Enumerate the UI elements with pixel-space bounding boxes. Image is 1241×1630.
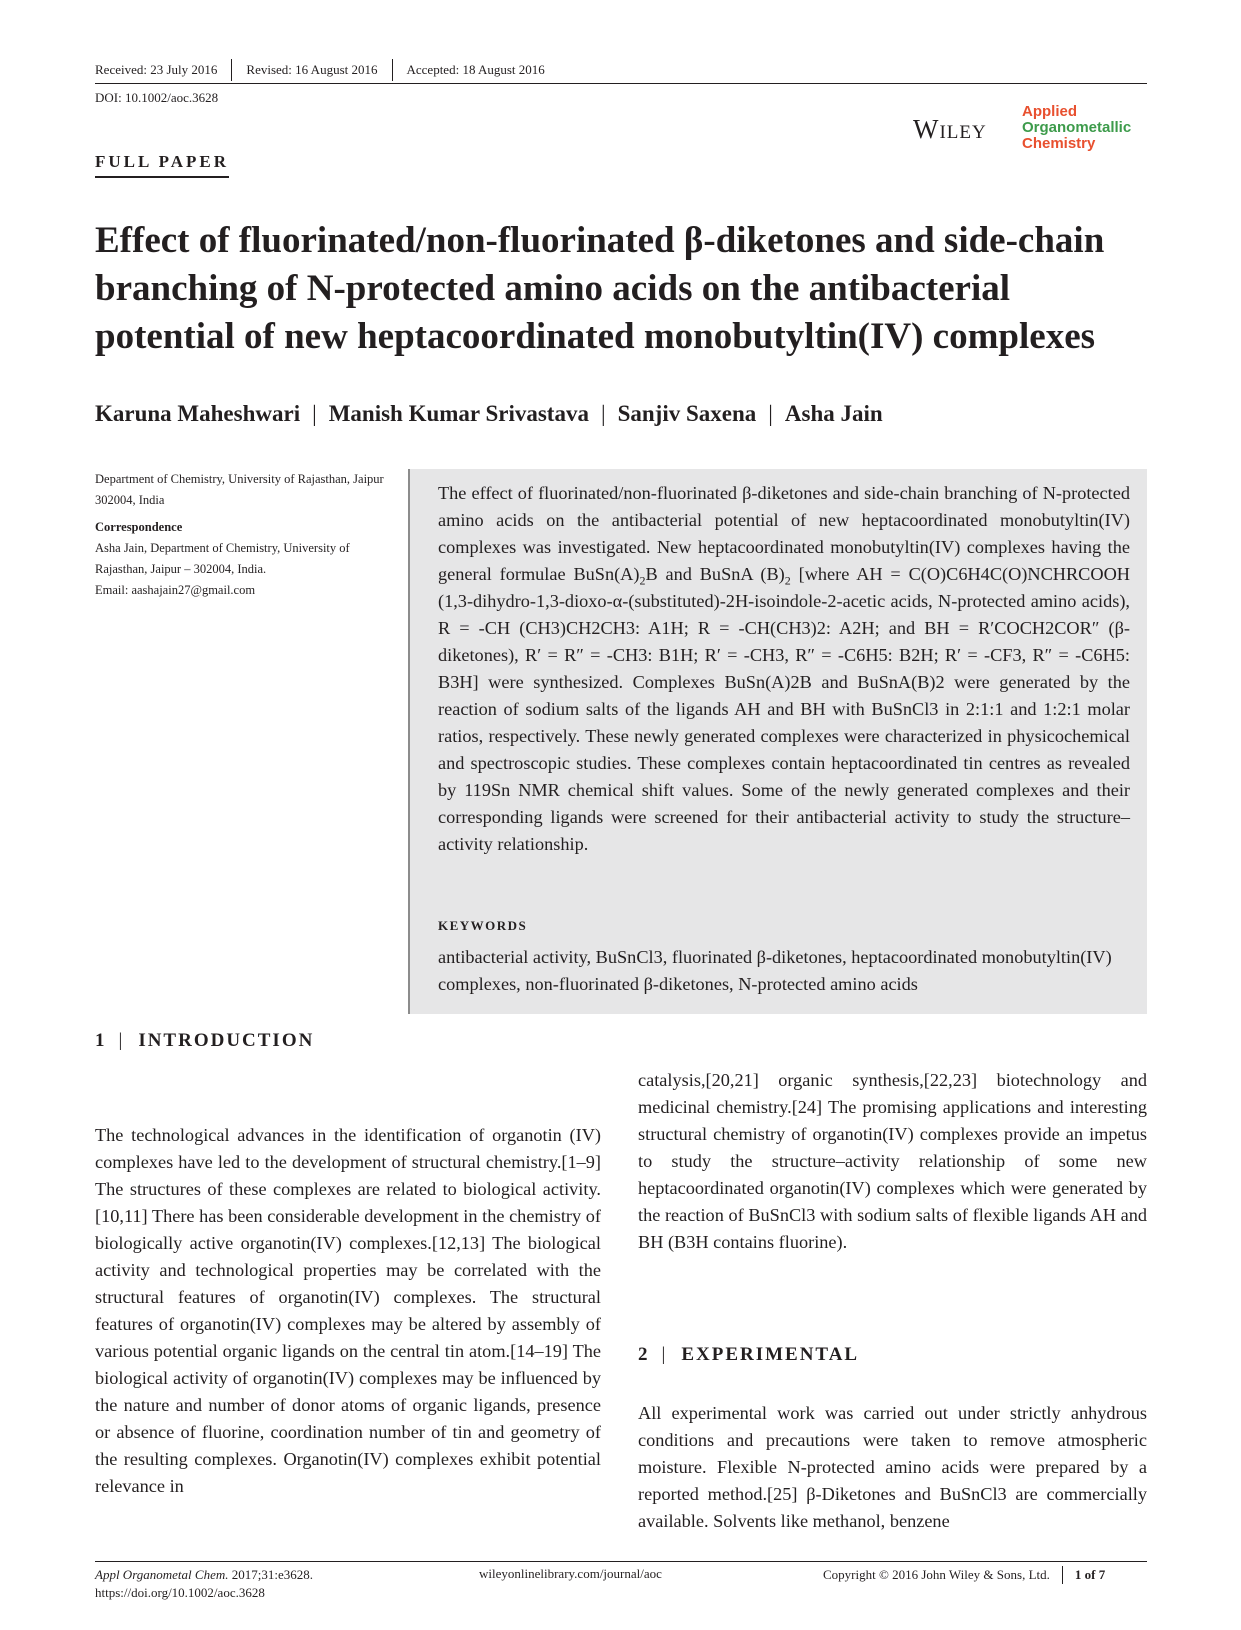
footer-right [823,1566,1105,1584]
journal-url-link[interactable]: wileyonlinelibrary.com/journal/aoc [479,1566,662,1581]
section-number: 2 [638,1344,650,1365]
keywords-text: antibacterial activity, BuSnCl3, fluorinated β-diketones, heptacoordinated monobutyltin(IV) complexes, non-fluorinated β-diketones, N-protected amino acids [438,947,1112,994]
citation-journal: Appl Organometal Chem. [95,1567,229,1582]
copyright: Copyright © 2016 John Wiley & Sons, Ltd. [823,1567,1050,1582]
header-rule [95,83,1147,84]
affiliation-block [95,469,395,601]
correspondence-text: Asha Jain, Department of Chemistry, University of Rajasthan, Jaipur – 302004, India. [95,541,350,576]
author: Asha Jain [784,401,883,426]
author-list [95,401,883,427]
article-dates [95,59,545,81]
section-number: 1 [95,1030,107,1051]
section-heading-experimental [638,1344,859,1366]
abstract-part: The effect of fluorinated/non-fluorinated β-diketones and side-chain branching of N-protected amino acids on the antibacterial potential of new heptacoordinated monobutyltin(IV) complexes was investigated. New heptacoordinated monobutyltin(IV) complexes having the general formulae BuSn(A) [438,483,1130,584]
correspondence-email[interactable]: Email: aashajain27@gmail.com [95,583,256,597]
subscript: 2 [639,573,646,588]
footer-citation [95,1566,313,1602]
divider [231,59,232,81]
citation-volume: 2017;31:e3628. [228,1567,313,1582]
revised-date: Revised: 16 August 2016 [246,62,378,77]
paper-title: Effect of fluorinated/non-fluorinated β-diketones and side-chain branching of N-protected amino acids on the antibacterial potential of new heptacoordinated monobutyltin(IV) complexes [95,220,1105,357]
citation-doi-link[interactable]: https://doi.org/10.1002/aoc.3628 [95,1585,265,1600]
divider [392,59,393,81]
divider [1062,1566,1063,1584]
abstract-part: B and BuSnA (B) [645,564,785,584]
doi: DOI: 10.1002/aoc.3628 [95,90,219,105]
journal-logo-line2: Organometallic [1022,119,1132,136]
received-date: Received: 23 July 2016 [95,62,218,77]
abstract-part: [where AH = C(O)C6H4C(O)NCHRCOOH (1,3-dihydro-1,3-dioxo-α-(substituted)-2H-isoindole-2-acetic acids, N-protected amino acids), R = -CH (CH3)CH2CH3: A1H; R = -CH(CH3)2: A2H; and BH = R′COCH2COR″ (β-diketones), R′ = R″ = -CH3: B1H; R′ = -CH3, R″ = -C6H5: B2H; R′ = -CF3, R″ = -C6H5: B3H] were synthesized. Complexes BuSn(A)2B and BuSnA(B)2 were generated by the reaction of sodium salts of the ligands AH and BH with BuSnCl3 in 2:1:1 and 1:2:1 molar ratios, respectively. These newly generated complexes were characterized in physicochemical and spectroscopic studies. These complexes contain heptacoordinated tin centres as revealed by 119Sn NMR chemical shift values. Some of the newly generated complexes and their corresponding ligands were screened for their antibacterial activity to study the structure–activity relationship. [438,564,1130,854]
correspondence-heading: Correspondence [95,520,183,534]
journal-logo [1022,104,1131,152]
author: Karuna Maheshwari [95,401,301,426]
section-title: INTRODUCTION [138,1030,315,1051]
footer-rule [95,1561,1147,1562]
section-separator: | [661,1344,668,1365]
accepted-date: Accepted: 18 August 2016 [406,62,545,77]
subscript: 2 [784,573,791,588]
journal-logo-line3: Chemistry [1022,135,1096,152]
experimental-text: All experimental work was carried out under strictly anhydrous conditions and precautions were taken to remove atmospheric moisture. Flexible N-protected amino acids were prepared by a reported method.[25] β-Diketones and BuSnCl3 are commercially available. Solvents like methanol, benzene [638,1403,1147,1531]
department: Department of Chemistry, University of Rajasthan, Jaipur 302004, India [95,472,384,507]
author-separator: | [312,401,317,426]
publisher-logo: Wiley [913,114,987,144]
introduction-text: The technological advances in the identification of organotin (IV) complexes have led to the development of structural chemistry.[1–9] The structures of these complexes are related to biological activity.[10,11] There has been considerable development in the chemistry of biologically active organotin(IV) complexes.[12,13] The biological activity and technological properties may be correlated with the structural features of organotin(IV) complexes. The structural features of organotin(IV) complexes may be altered by assembly of various potential organic ligands on the central tin atom.[14–19] The biological activity of organotin(IV) complexes may be influenced by the nature and number of donor atoms of organic ligands, presence or absence of fluorine, coordination number of tin and geometry of the resulting complexes. Organotin(IV) complexes exhibit potential relevance in [95,1125,601,1496]
section-separator: | [118,1030,125,1051]
introduction-continued: catalysis,[20,21] organic synthesis,[22,23] biotechnology and medicinal chemistry.[24] The promising applications and interesting structural chemistry of organotin(IV) complexes provide an impetus to study the structure–activity relationship of some new heptacoordinated organotin(IV) complexes which were generated by the reaction of BuSnCl3 with sodium salts of flexible ligands AH and BH (B3H contains fluorine). [638,1070,1147,1252]
keywords-heading: KEYWORDS [438,918,528,933]
author-separator: | [768,401,773,426]
abstract-text [438,480,1130,858]
author: Manish Kumar Srivastava [328,401,589,426]
section-title: EXPERIMENTAL [681,1344,860,1365]
author: Sanjiv Saxena [617,401,757,426]
article-type: FULL PAPER [95,152,229,178]
journal-logo-line1: Applied [1022,103,1077,120]
page-number: 1 of 7 [1074,1567,1106,1582]
author-separator: | [600,401,606,426]
section-heading-introduction [95,1030,314,1052]
